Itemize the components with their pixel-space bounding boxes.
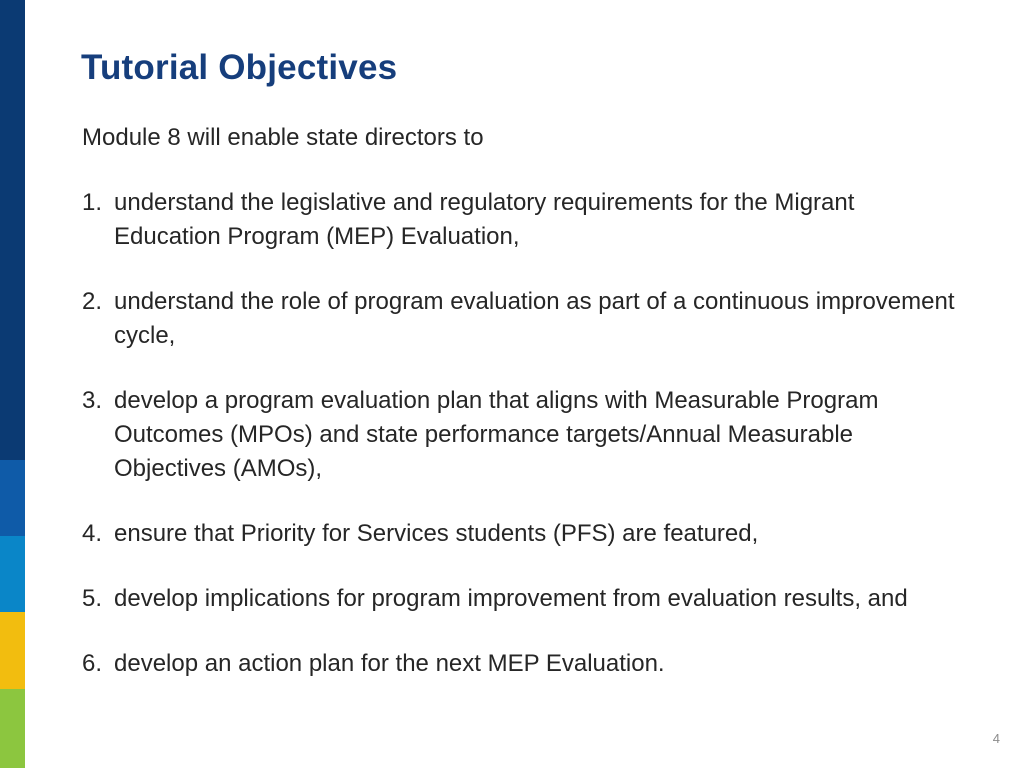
sidebar-segment-light-blue bbox=[0, 536, 25, 612]
objective-text: develop implications for program improvement from evaluation results, and bbox=[114, 585, 908, 612]
page-number: 4 bbox=[992, 731, 1000, 746]
slide-title: Tutorial Objectives bbox=[81, 48, 398, 87]
objective-text: develop a program evaluation plan that aligns with Measurable Program Outcomes (MPOs) and state performance targets/Annual Measurable Objectives (AMOs), bbox=[114, 387, 879, 482]
slide-intro: Module 8 will enable state directors to bbox=[82, 124, 484, 151]
objective-item bbox=[82, 647, 962, 681]
objective-item bbox=[82, 384, 962, 486]
objective-text: develop an action plan for the next MEP Evaluation. bbox=[114, 650, 665, 677]
objective-number: 3. bbox=[82, 387, 103, 414]
objective-number: 6. bbox=[82, 650, 103, 677]
sidebar-segment-yellow bbox=[0, 612, 25, 689]
objective-text: understand the role of program evaluation as part of a continuous improvement cycle, bbox=[114, 288, 955, 349]
objective-text: understand the legislative and regulatory requirements for the Migrant Education Program (MEP) Evaluation, bbox=[114, 189, 855, 250]
objective-number: 2. bbox=[82, 288, 103, 315]
objective-item bbox=[82, 285, 962, 353]
objective-item bbox=[82, 582, 962, 616]
objective-number: 1. bbox=[82, 189, 103, 216]
objective-number: 5. bbox=[82, 585, 103, 612]
objective-text: ensure that Priority for Services students (PFS) are featured, bbox=[114, 520, 759, 547]
objective-item bbox=[82, 517, 962, 551]
sidebar-segment-blue bbox=[0, 460, 25, 536]
sidebar-color-bar bbox=[0, 0, 25, 768]
objectives-list bbox=[82, 186, 962, 712]
objective-number: 4. bbox=[82, 520, 103, 547]
objective-item bbox=[82, 186, 962, 254]
sidebar-segment-green bbox=[0, 689, 25, 768]
sidebar-segment-dark-blue bbox=[0, 0, 25, 460]
